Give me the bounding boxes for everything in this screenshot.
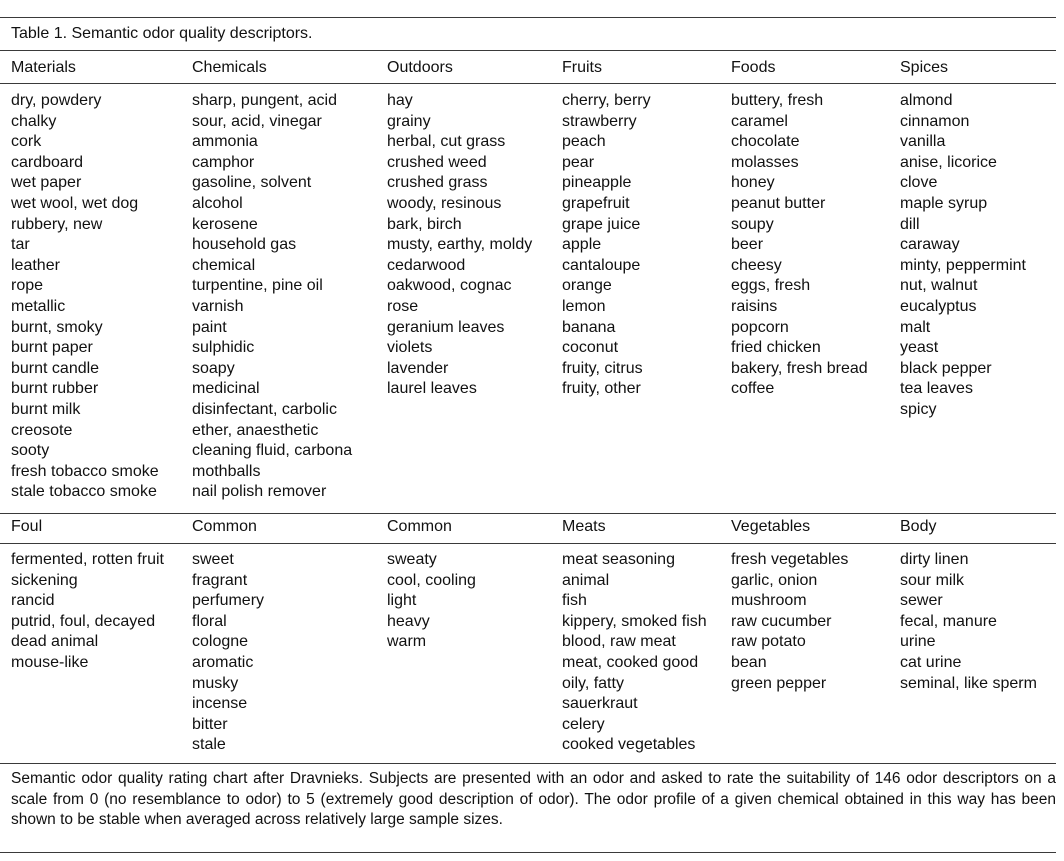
descriptor-cell: leather: [11, 256, 60, 274]
descriptor-cell: perfumery: [192, 592, 265, 610]
descriptor-cell: garlic, onion: [731, 571, 818, 589]
column-header: Spices: [900, 59, 949, 76]
descriptor-cell: incense: [192, 695, 248, 713]
descriptor-cell: lemon: [562, 297, 606, 315]
descriptor-cell: almond: [900, 92, 953, 109]
descriptor-cell: household gas: [192, 236, 297, 254]
descriptor-cell: burnt, smoky: [11, 318, 103, 336]
descriptor-cell: raisins: [731, 297, 778, 315]
descriptor-cell: popcorn: [731, 318, 789, 336]
descriptor-cell: fecal, manure: [900, 612, 997, 630]
descriptor-cell: strawberry: [562, 112, 637, 130]
descriptor-cell: medicinal: [192, 380, 260, 398]
descriptor-cell: fried chicken: [731, 339, 821, 357]
descriptor-cell: cardboard: [11, 153, 84, 171]
descriptor-cell: burnt candle: [11, 359, 100, 377]
descriptor-cell: blood, raw meat: [562, 633, 676, 651]
column-header: Body: [900, 518, 937, 535]
descriptor-cell: fragrant: [192, 571, 248, 589]
descriptor-cell: mothballs: [192, 462, 261, 480]
descriptor-cell: fish: [562, 592, 587, 610]
descriptor-cell: metallic: [11, 297, 66, 315]
descriptor-cell: woody, resinous: [387, 194, 502, 212]
descriptor-cell: laurel leaves: [387, 380, 477, 398]
descriptor-cell: creosote: [11, 421, 73, 439]
descriptor-cell: yeast: [900, 339, 939, 357]
descriptor-cell: cat urine: [900, 653, 962, 671]
top-rule: [0, 17, 1056, 18]
descriptor-cell: warm: [387, 633, 427, 651]
descriptor-cell: fresh tobacco smoke: [11, 462, 159, 480]
descriptor-cell: black pepper: [900, 359, 992, 377]
descriptor-cell: cheesy: [731, 256, 782, 274]
descriptor-cell: dirty linen: [900, 551, 969, 568]
column-header: Common: [387, 518, 452, 535]
descriptor-cell: green pepper: [731, 674, 827, 692]
descriptor-cell: rancid: [11, 592, 55, 610]
descriptor-cell: violets: [387, 339, 433, 357]
descriptor-cell: pineapple: [562, 174, 632, 192]
descriptor-column: [11, 550, 164, 674]
descriptor-cell: molasses: [731, 153, 799, 171]
descriptor-cell: fruity, other: [562, 380, 641, 398]
descriptor-cell: orange: [562, 277, 612, 295]
descriptor-cell: kerosene: [192, 215, 258, 233]
descriptor-cell: sour milk: [900, 571, 965, 589]
descriptor-cell: clove: [900, 174, 938, 192]
descriptor-cell: tea leaves: [900, 380, 973, 398]
column-header: Common: [192, 518, 257, 535]
descriptor-cell: alcohol: [192, 194, 243, 212]
descriptor-column: [562, 550, 707, 756]
descriptor-cell: coffee: [731, 380, 775, 398]
descriptor-cell: burnt milk: [11, 400, 81, 418]
descriptor-cell: sickening: [11, 571, 78, 589]
descriptor-cell: sewer: [900, 592, 943, 610]
descriptor-cell: oily, fatty: [562, 674, 624, 692]
descriptor-cell: bakery, fresh bread: [731, 359, 868, 377]
descriptor-cell: sour, acid, vinegar: [192, 112, 322, 130]
descriptor-cell: peanut butter: [731, 194, 826, 212]
descriptor-cell: cool, cooling: [387, 571, 476, 589]
descriptor-cell: sulphidic: [192, 339, 255, 357]
descriptor-cell: bean: [731, 653, 767, 671]
descriptor-cell: light: [387, 592, 417, 610]
descriptor-cell: rubbery, new: [11, 215, 103, 233]
descriptor-cell: maple syrup: [900, 194, 988, 212]
descriptor-cell: disinfectant, carbolic: [192, 400, 337, 418]
descriptor-cell: coconut: [562, 339, 619, 357]
descriptor-cell: cooked vegetables: [562, 736, 696, 754]
descriptor-cell: cherry, berry: [562, 92, 651, 109]
table-footnote: Semantic odor quality rating chart after Dravnieks. Subjects are presented with an odor and asked to rate the suitability of 146 odor descriptors on a scale from 0 (no resemblance to odor) to 5 (extremely good description of odor). The odor profile of a given chemical obtained in this way has been shown to be stable when averaged across relatively large sample sizes.: [11, 770, 1056, 829]
descriptor-cell: fresh vegetables: [731, 551, 849, 568]
descriptor-cell: caraway: [900, 236, 960, 254]
descriptor-cell: fruity, citrus: [562, 359, 643, 377]
descriptor-cell: dill: [900, 215, 920, 233]
descriptor-cell: seminal, like sperm: [900, 674, 1037, 692]
descriptor-cell: wet wool, wet dog: [11, 194, 139, 212]
descriptor-cell: cinnamon: [900, 112, 970, 130]
descriptor-cell: cologne: [192, 633, 249, 651]
descriptor-column: [192, 91, 352, 503]
descriptor-cell: chemical: [192, 256, 256, 274]
descriptor-cell: musty, earthy, moldy: [387, 236, 533, 254]
column-header: Fruits: [562, 59, 602, 76]
descriptor-cell: geranium leaves: [387, 318, 505, 336]
descriptor-cell: chalky: [11, 112, 57, 130]
descriptor-cell: dead animal: [11, 633, 99, 651]
descriptor-cell: kippery, smoked fish: [562, 612, 707, 630]
descriptor-cell: oakwood, cognac: [387, 277, 512, 295]
descriptor-cell: anise, licorice: [900, 153, 997, 171]
descriptor-cell: cantaloupe: [562, 256, 641, 274]
descriptor-cell: camphor: [192, 153, 255, 171]
descriptor-cell: tar: [11, 236, 30, 254]
descriptor-column: [387, 91, 532, 400]
descriptor-cell: chocolate: [731, 133, 800, 151]
descriptor-cell: turpentine, pine oil: [192, 277, 323, 295]
column-header: Materials: [11, 59, 76, 76]
descriptor-cell: aromatic: [192, 653, 254, 671]
descriptor-cell: sweaty: [387, 551, 437, 568]
descriptor-cell: grainy: [387, 112, 431, 130]
descriptor-cell: burnt paper: [11, 339, 93, 357]
descriptor-cell: buttery, fresh: [731, 92, 824, 109]
descriptor-cell: mouse-like: [11, 653, 89, 671]
descriptor-cell: varnish: [192, 297, 244, 315]
descriptor-cell: raw cucumber: [731, 612, 832, 630]
descriptor-cell: musky: [192, 674, 239, 692]
header-rule: [0, 543, 1056, 544]
descriptor-cell: meat, cooked good: [562, 653, 699, 671]
descriptor-column: [731, 91, 868, 400]
descriptor-cell: rope: [11, 277, 44, 295]
descriptor-cell: cork: [11, 133, 42, 151]
table-caption: Table 1. Semantic odor quality descriptors.: [11, 25, 313, 42]
descriptor-cell: ether, anaesthetic: [192, 421, 319, 439]
descriptor-cell: beer: [731, 236, 764, 254]
descriptor-column: [562, 91, 651, 400]
table-bottom-rule: [0, 763, 1056, 764]
descriptor-column: [900, 550, 1037, 694]
descriptor-cell: gasoline, solvent: [192, 174, 312, 192]
descriptor-cell: caramel: [731, 112, 788, 130]
descriptor-cell: honey: [731, 174, 775, 192]
column-header: Outdoors: [387, 59, 453, 76]
descriptor-cell: apple: [562, 236, 602, 254]
descriptor-column: [900, 91, 1026, 421]
descriptor-cell: peach: [562, 133, 606, 151]
descriptor-cell: soupy: [731, 215, 774, 233]
descriptor-cell: stale tobacco smoke: [11, 483, 157, 501]
caption-rule: [0, 50, 1056, 51]
descriptor-cell: meat seasoning: [562, 551, 675, 568]
descriptor-cell: ammonia: [192, 133, 258, 151]
descriptor-cell: lavender: [387, 359, 449, 377]
descriptor-cell: malt: [900, 318, 931, 336]
descriptor-cell: bitter: [192, 715, 228, 733]
descriptor-cell: dry, powdery: [11, 92, 102, 109]
descriptor-cell: raw potato: [731, 633, 806, 651]
descriptor-cell: sooty: [11, 442, 50, 460]
column-header: Foul: [11, 518, 43, 535]
column-header: Foods: [731, 59, 776, 76]
column-header: Vegetables: [731, 518, 811, 535]
descriptor-cell: spicy: [900, 400, 937, 418]
section-rule: [0, 513, 1056, 514]
descriptor-cell: eucalyptus: [900, 297, 977, 315]
descriptor-cell: celery: [562, 715, 605, 733]
descriptor-cell: minty, peppermint: [900, 256, 1026, 274]
descriptor-cell: paint: [192, 318, 227, 336]
descriptor-cell: grape juice: [562, 215, 641, 233]
descriptor-cell: mushroom: [731, 592, 807, 610]
descriptor-cell: cedarwood: [387, 256, 466, 274]
descriptor-cell: crushed weed: [387, 153, 487, 171]
descriptor-column: [387, 550, 476, 653]
descriptor-cell: wet paper: [11, 174, 82, 192]
descriptor-column: [192, 550, 264, 756]
descriptor-column: [731, 550, 848, 694]
column-header: Meats: [562, 518, 606, 535]
descriptor-cell: banana: [562, 318, 616, 336]
descriptor-cell: nut, walnut: [900, 277, 978, 295]
descriptor-cell: animal: [562, 571, 610, 589]
descriptor-cell: grapefruit: [562, 194, 630, 212]
descriptor-cell: crushed grass: [387, 174, 488, 192]
descriptor-cell: heavy: [387, 612, 430, 630]
descriptor-column: [11, 91, 159, 503]
descriptor-cell: eggs, fresh: [731, 277, 811, 295]
descriptor-cell: vanilla: [900, 133, 946, 151]
descriptor-cell: herbal, cut grass: [387, 133, 506, 151]
column-header: Chemicals: [192, 59, 267, 76]
descriptor-cell: nail polish remover: [192, 483, 327, 501]
descriptor-cell: cleaning fluid, carbona: [192, 442, 353, 460]
descriptor-cell: urine: [900, 633, 936, 651]
descriptor-cell: burnt rubber: [11, 380, 99, 398]
descriptor-cell: sauerkraut: [562, 695, 638, 713]
descriptor-cell: sharp, pungent, acid: [192, 92, 337, 109]
descriptor-cell: floral: [192, 612, 227, 630]
descriptor-cell: bark, birch: [387, 215, 462, 233]
descriptor-cell: soapy: [192, 359, 235, 377]
descriptor-cell: rose: [387, 297, 419, 315]
footnote-rule: [0, 852, 1056, 853]
descriptor-cell: sweet: [192, 551, 234, 568]
descriptor-cell: hay: [387, 92, 413, 109]
descriptor-cell: stale: [192, 736, 226, 754]
descriptor-cell: fermented, rotten fruit: [11, 551, 164, 568]
descriptor-cell: putrid, foul, decayed: [11, 612, 156, 630]
header-rule: [0, 83, 1056, 84]
descriptor-cell: pear: [562, 153, 595, 171]
